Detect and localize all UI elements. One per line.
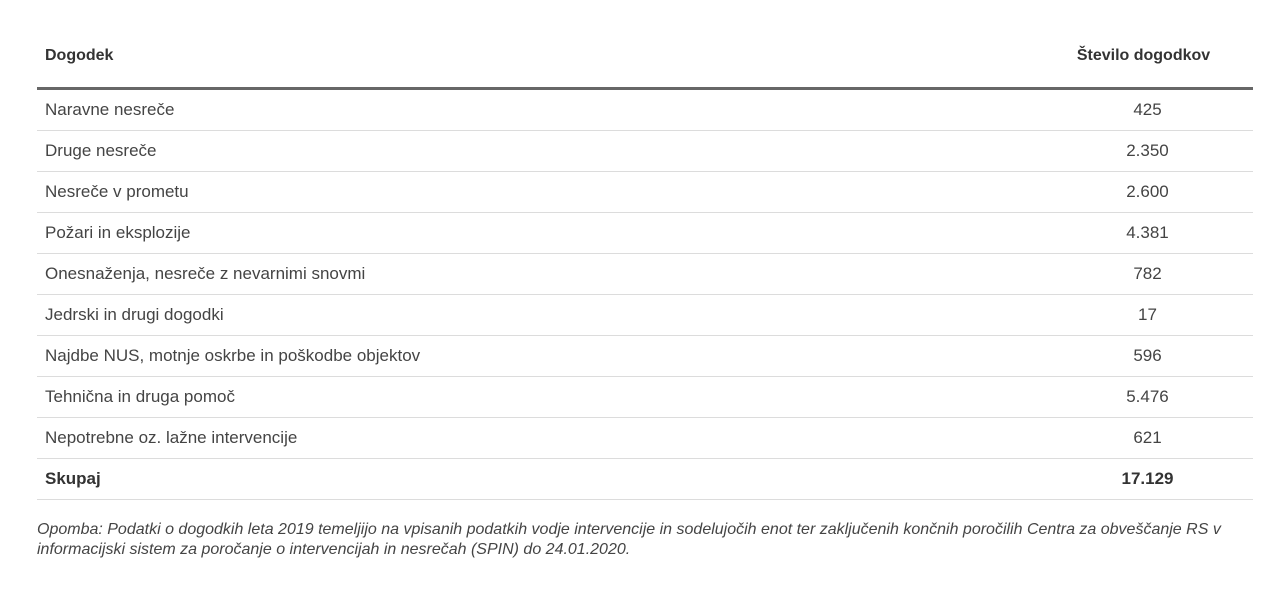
row-count: 621 bbox=[1042, 418, 1253, 459]
row-count: 4.381 bbox=[1042, 213, 1253, 254]
row-count: 2.350 bbox=[1042, 131, 1253, 172]
table-row bbox=[37, 89, 1253, 131]
total-count: 17.129 bbox=[1042, 459, 1253, 500]
total-label: Skupaj bbox=[37, 459, 1042, 500]
row-event: Onesnaženja, nesreče z nevarnimi snovmi bbox=[37, 254, 1042, 295]
table-row bbox=[37, 254, 1253, 295]
row-event: Nesreče v prometu bbox=[37, 172, 1042, 213]
table-row bbox=[37, 131, 1253, 172]
events-table-container bbox=[37, 24, 1253, 500]
row-count: 17 bbox=[1042, 295, 1253, 336]
table-row bbox=[37, 172, 1253, 213]
header-event: Dogodek bbox=[37, 24, 1042, 89]
row-count: 596 bbox=[1042, 336, 1253, 377]
table-row bbox=[37, 213, 1253, 254]
table-row bbox=[37, 418, 1253, 459]
table-row bbox=[37, 377, 1253, 418]
row-event: Tehnična in druga pomoč bbox=[37, 377, 1042, 418]
row-event: Druge nesreče bbox=[37, 131, 1042, 172]
table-row bbox=[37, 336, 1253, 377]
footnote: Opomba: Podatki o dogodkih leta 2019 temeljijo na vpisanih podatkih vodje intervencije in sodelujočih enot ter zaključenih končnih poročilih Centra za obveščanje RS v informacijski sistem za poročanje o intervencijah in nesrečah (SPIN) do 24.01.2020. bbox=[37, 521, 1221, 558]
header-row bbox=[37, 24, 1253, 89]
row-event: Požari in eksplozije bbox=[37, 213, 1042, 254]
row-event: Najdbe NUS, motnje oskrbe in poškodbe objektov bbox=[37, 336, 1042, 377]
row-count: 2.600 bbox=[1042, 172, 1253, 213]
table-header bbox=[37, 24, 1253, 89]
row-count: 425 bbox=[1042, 89, 1253, 131]
row-event: Nepotrebne oz. lažne intervencije bbox=[37, 418, 1042, 459]
row-event: Naravne nesreče bbox=[37, 89, 1042, 131]
table-row bbox=[37, 295, 1253, 336]
header-count: Število dogodkov bbox=[1042, 24, 1253, 89]
total-row bbox=[37, 459, 1253, 500]
row-event: Jedrski in drugi dogodki bbox=[37, 295, 1042, 336]
events-table bbox=[37, 24, 1253, 500]
row-count: 782 bbox=[1042, 254, 1253, 295]
row-count: 5.476 bbox=[1042, 377, 1253, 418]
table-body bbox=[37, 89, 1253, 500]
